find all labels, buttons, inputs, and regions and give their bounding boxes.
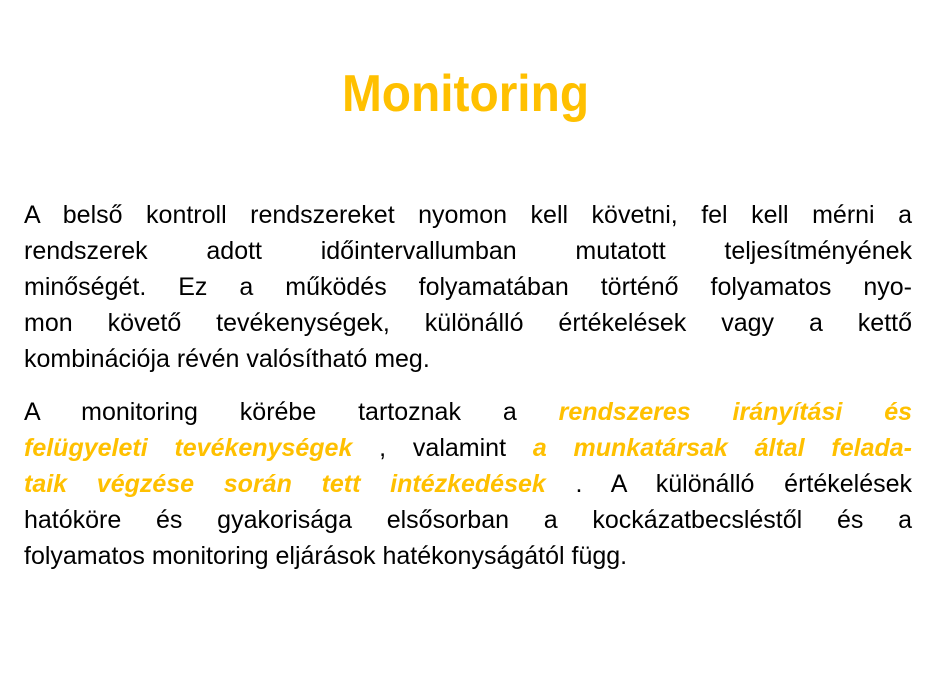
slide-title: Monitoring <box>341 65 590 123</box>
highlight-text: a munkatársak által felada- <box>532 434 913 462</box>
paragraph-line: kombinációja révén valósítható meg. <box>24 345 430 373</box>
paragraph-line: rendszerek adott időintervallumban mutatott teljesítményének <box>24 237 912 265</box>
paragraph-line: hatóköre és gyakorisága elsősorban a kockázatbecsléstől és a <box>24 506 912 534</box>
paragraph-line: folyamatos monitoring eljárások hatékonyságától függ. <box>24 542 628 570</box>
paragraph-line: minőségét. Ez a működés folyamatában történő folyamatos nyo- <box>24 273 912 301</box>
highlight-text: taik végzése során tett intézkedések <box>24 470 546 498</box>
paragraph-line <box>24 394 912 430</box>
plain-text: , valamint <box>352 434 533 462</box>
paragraph-line: A belső kontroll rendszereket nyomon kell követni, fel kell mérni a <box>24 201 912 229</box>
paragraph-intro <box>24 197 912 377</box>
highlight-text: rendszeres irányítási és <box>558 398 912 426</box>
paragraph-line <box>24 466 912 502</box>
paragraph-line: mon követő tevékenységek, különálló értékelések vagy a kettő <box>24 309 912 337</box>
paragraph-line <box>24 430 912 466</box>
paragraph-monitoring-scope <box>24 394 912 574</box>
plain-text: A monitoring körébe tartoznak a <box>24 398 559 426</box>
plain-text: . A különálló értékelések <box>545 470 913 498</box>
highlight-text: felügyeleti tevékenységek <box>24 434 353 462</box>
